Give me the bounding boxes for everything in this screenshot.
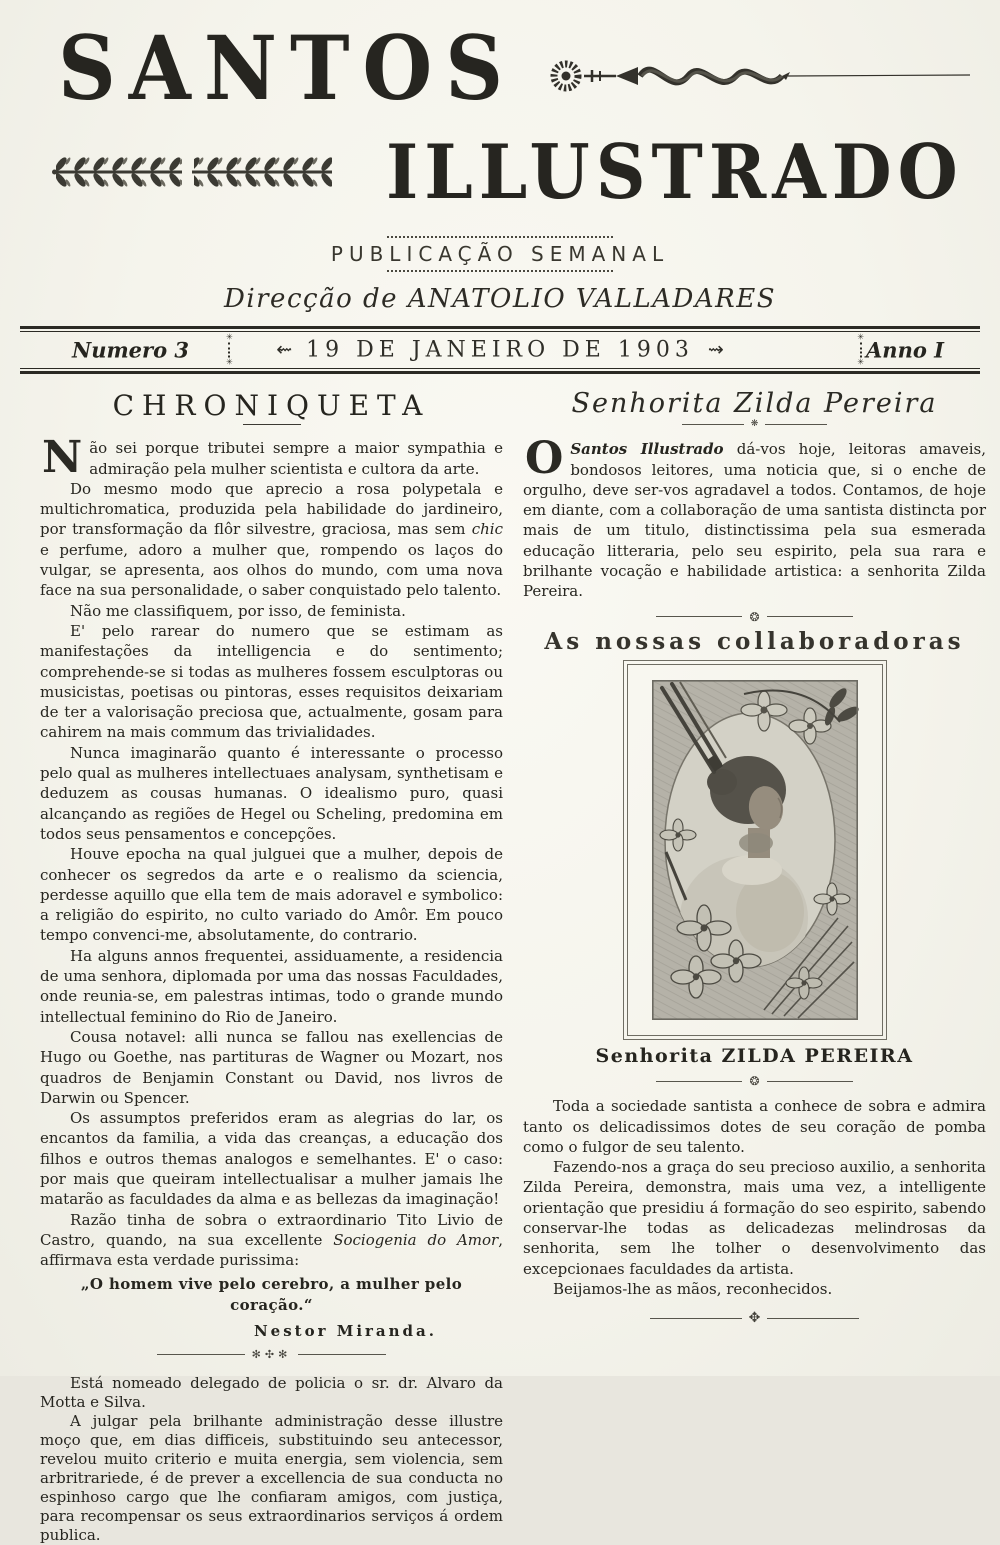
- text-run: Os assumptos preferidos eram as alegrias do lar, os encantos da familia, a vida das creanças, a educação dos filhos e outros themas analogos e semelhantes. E' o caso: por mais que queiram intellectualisar a mulher jamais lhe matarão as faculdades da alma e as bellezas da imaginação!: [40, 1109, 503, 1209]
- masthead-row-2: [0, 120, 1000, 220]
- left-column: [40, 390, 503, 1545]
- chronicle-title: CHRONIQUETA: [112, 389, 431, 422]
- masthead-title-santos: SANTOS: [58, 16, 516, 120]
- lead-paragraph: [523, 433, 986, 601]
- lead-text: [523, 433, 986, 601]
- text-run: ão sei porque tributei sempre a maior sympathia e admiração pela mulher scientista e cultora da arte.: [89, 439, 503, 478]
- paragraph: [40, 1412, 503, 1545]
- paragraph: [40, 844, 503, 945]
- section-divider: [40, 1349, 503, 1360]
- text-run: Houve epocha na qual julguei que a mulher, depois de conhecer os segredos da arte e o realismo da sciencia, perdesse aquillo que ella tem de mais adoravel e symbolico: a religião do espirito, no culto variado do Amôr. Em pouco tempo convenci-me, absolutamente, do contrario.: [40, 845, 503, 945]
- drop-cap-initial: O: [525, 433, 564, 485]
- text-run: Do mesmo modo que aprecio a rosa polypetala e multichromatica, produzida pela habilidade do jardineiro, por transformação da flôr silvestre, graciosa, mas sem: [40, 479, 503, 539]
- issue-date-wrap: [20, 338, 980, 363]
- paragraph: [40, 946, 503, 1027]
- paragraph: [40, 1374, 503, 1412]
- paragraph: [40, 1210, 503, 1271]
- end-divider: [523, 1311, 986, 1325]
- paragraph: [40, 1027, 503, 1108]
- arrow-ornament-left-icon: ⇜: [276, 338, 293, 361]
- dotted-column: [860, 343, 862, 358]
- text-run: E' pelo rarear do numero que se estimam as manifestações da intelligencia e do sentimento; comprehende-se si todas as mulheres fossem esculptoras ou musicistas, poetisas ou pintoras, esses requisitos deixariam de ter a valorisação preciosa que, actualmente, gosam para cahirem na mais commum das trivialidades.: [40, 621, 503, 742]
- portrait-photo: [652, 680, 858, 1020]
- quill-ornament-icon: [542, 50, 972, 104]
- bar-separator-ornament: [857, 334, 864, 367]
- divider-line: [765, 424, 827, 425]
- text-run: A julgar pela brilhante administração desse illustre moço que, em dias difficeis, substituindo seu antecessor, revelou muito criterio e muita energia, sem violencia, sem arbritrariede, é de prever a excellencia de sua conducta no espinhoso cargo que lhe confiaram amigos, com justiça, para recompensar os seus extraordinarios serviços á ordem publica.: [40, 1412, 503, 1545]
- masthead-title-illustrado: ILLUSTRADO: [386, 128, 964, 216]
- text-run: , affirmava esta verdade purissima:: [40, 1230, 503, 1270]
- paragraph: [523, 1096, 986, 1157]
- lead-text: [89, 439, 503, 477]
- divider-line: [298, 1354, 386, 1355]
- issue-year: Anno I: [866, 337, 944, 363]
- cross-icon: ✥: [748, 1310, 761, 1327]
- publication-frequency: PUBLICAÇÃO SEMANAL: [330, 242, 670, 266]
- subtitle-block: [0, 236, 1000, 272]
- text-run: Nunca imaginarão quanto é interessante o processo pelo qual as mulheres intellectuaes analysam, synthetisam e deduzem as cousas humanas. O idealismo puro, quasi alcançando as regiões de Hegel ou Scheling, predomina em todos seus pensamentos e concepções.: [40, 743, 503, 843]
- collaborators-heading: As nossas collaboradoras: [544, 627, 965, 655]
- chronicle-quote: „O homem vive pelo cerebro, a mulher pelo coração.“: [80, 1275, 463, 1314]
- text-run: Cousa notavel: alli nunca se fallou nas exellencias de Hugo ou Goethe, nas partituras de Wagner ou Mozart, nos quadros de Benjamin Constant ou David, nos livros de Darwin ou Spencer.: [40, 1027, 503, 1107]
- paragraph: [523, 1157, 986, 1279]
- text-run: chic: [471, 520, 503, 539]
- arrow-ornament-right-icon: ⇝: [707, 338, 724, 361]
- divider-line: [767, 616, 853, 617]
- text-run: Não me classifiquem, por isso, de feminista.: [70, 601, 406, 620]
- paragraph: [40, 1108, 503, 1209]
- paragraph: [40, 621, 503, 743]
- divider-line: [656, 1081, 742, 1082]
- feature-paragraphs: [523, 1096, 986, 1299]
- text-run: Toda a sociedade santista a conhece de sobra e admira tanto os delicadissimos dotes de seu coração de pomba como o fulgor de seu talento.: [523, 1097, 986, 1156]
- text-run: e perfume, adoro a mulher que, rompendo os laços do vulgar, se apresenta, aos olhos do mundo, com uma nova face na sua personalidade, o saber conquistado pelo talento.: [40, 540, 503, 600]
- photo-caption: Senhorita ZILDA PEREIRA: [595, 1044, 914, 1067]
- text-run: Está nomeado delegado de policia o sr. dr. Alvaro da Motta e Silva.: [40, 1374, 503, 1412]
- masthead: [0, 0, 1000, 374]
- rosette-divider: [523, 611, 986, 623]
- lead-paragraph: [40, 432, 503, 484]
- rosette-divider: [523, 1075, 986, 1087]
- small-divider: [523, 420, 986, 429]
- direction-line: Direcção de ANATOLIO VALLADARES: [223, 284, 777, 314]
- dotted-rule-top: [387, 236, 613, 238]
- paragraph: [40, 743, 503, 844]
- text-run: Razão tinha de sobra o extraordinario Tito Livio de Castro, quando, na sua excellente: [40, 1210, 503, 1249]
- flourish-icon: ✻✣✻: [251, 1348, 292, 1362]
- content-columns: [0, 374, 1000, 1545]
- issue-number: Numero 3: [72, 337, 190, 363]
- divider-line: [650, 1318, 742, 1319]
- rosette-icon: ❂: [749, 1074, 760, 1089]
- feature-title: Senhorita Zilda Pereira: [571, 388, 938, 419]
- chronicle-paragraphs: [40, 479, 503, 1271]
- text-run: Fazendo-nos a graça do seu precioso auxilio, a senhorita Zilda Pereira, demonstra, mais uma vez, a intelligente orientação que presidiu á formação do seo espirito, sabendo conservar-lhe todas as delicadezas melindrosas da senhorita, sem lhe tolher o desenvolvimento das excepcionaes faculdades da artista.: [523, 1158, 986, 1278]
- issue-bar: [20, 326, 980, 374]
- issue-date: 19 DE JANEIRO DE 1903: [306, 337, 694, 363]
- portrait-frame: [623, 660, 887, 1040]
- divider-line: [682, 424, 744, 425]
- portrait-frame-inner: [627, 664, 883, 1036]
- author-signature: Nestor Miranda.: [253, 1322, 437, 1341]
- title-rule: [243, 424, 301, 425]
- masthead-row-1: [0, 0, 1000, 120]
- star-icon: ✳: [226, 332, 233, 342]
- star-icon: ✳: [857, 332, 864, 342]
- text-run: dá-vos hoje, leitoras amaveis, bondosos leitores, uma noticia que, si o enche de orgulho, deve ser-vos agradavel a todos. Contamos, de hoje em diante, com a collaboração de uma santista distincta por mais de um titulo, distinctissima pela sua esmerada educação litteraria, pelo seu espirito, pela sua rara e brilhante vocação e habilidade artistica: a senhorita Zilda Pereira.: [523, 440, 986, 601]
- rosette-icon: ❂: [749, 609, 760, 624]
- news-paragraphs: [40, 1374, 503, 1545]
- paragraph: [523, 1279, 986, 1299]
- drop-cap-initial: N: [42, 432, 83, 484]
- paragraph: [40, 601, 503, 621]
- text-run: Beijamos-lhe as mãos, reconhecidos.: [553, 1279, 833, 1298]
- laurel-branch-ornament-icon: [52, 154, 334, 190]
- dotted-rule-bottom: [387, 270, 613, 272]
- paragraph: [40, 479, 503, 601]
- flourish-icon: ❋: [750, 419, 759, 430]
- divider-line: [656, 616, 742, 617]
- star-icon: ✳: [857, 357, 864, 367]
- divider-line: [767, 1081, 853, 1082]
- divider-line: [767, 1318, 859, 1319]
- text-run: Santos Illustrado: [570, 440, 724, 459]
- text-run: Ha alguns annos frequentei, assiduamente, a residencia de uma senhora, diplomada por uma das nossas Faculdades, onde reunia-se, em palestras intimas, todo o grande mundo intellectual feminino do Rio de Janeiro.: [40, 946, 503, 1026]
- star-icon: ✳: [226, 357, 233, 367]
- text-run: Sociogenia do Amor: [333, 1230, 499, 1249]
- right-column: [523, 390, 986, 1325]
- divider-line: [157, 1354, 245, 1355]
